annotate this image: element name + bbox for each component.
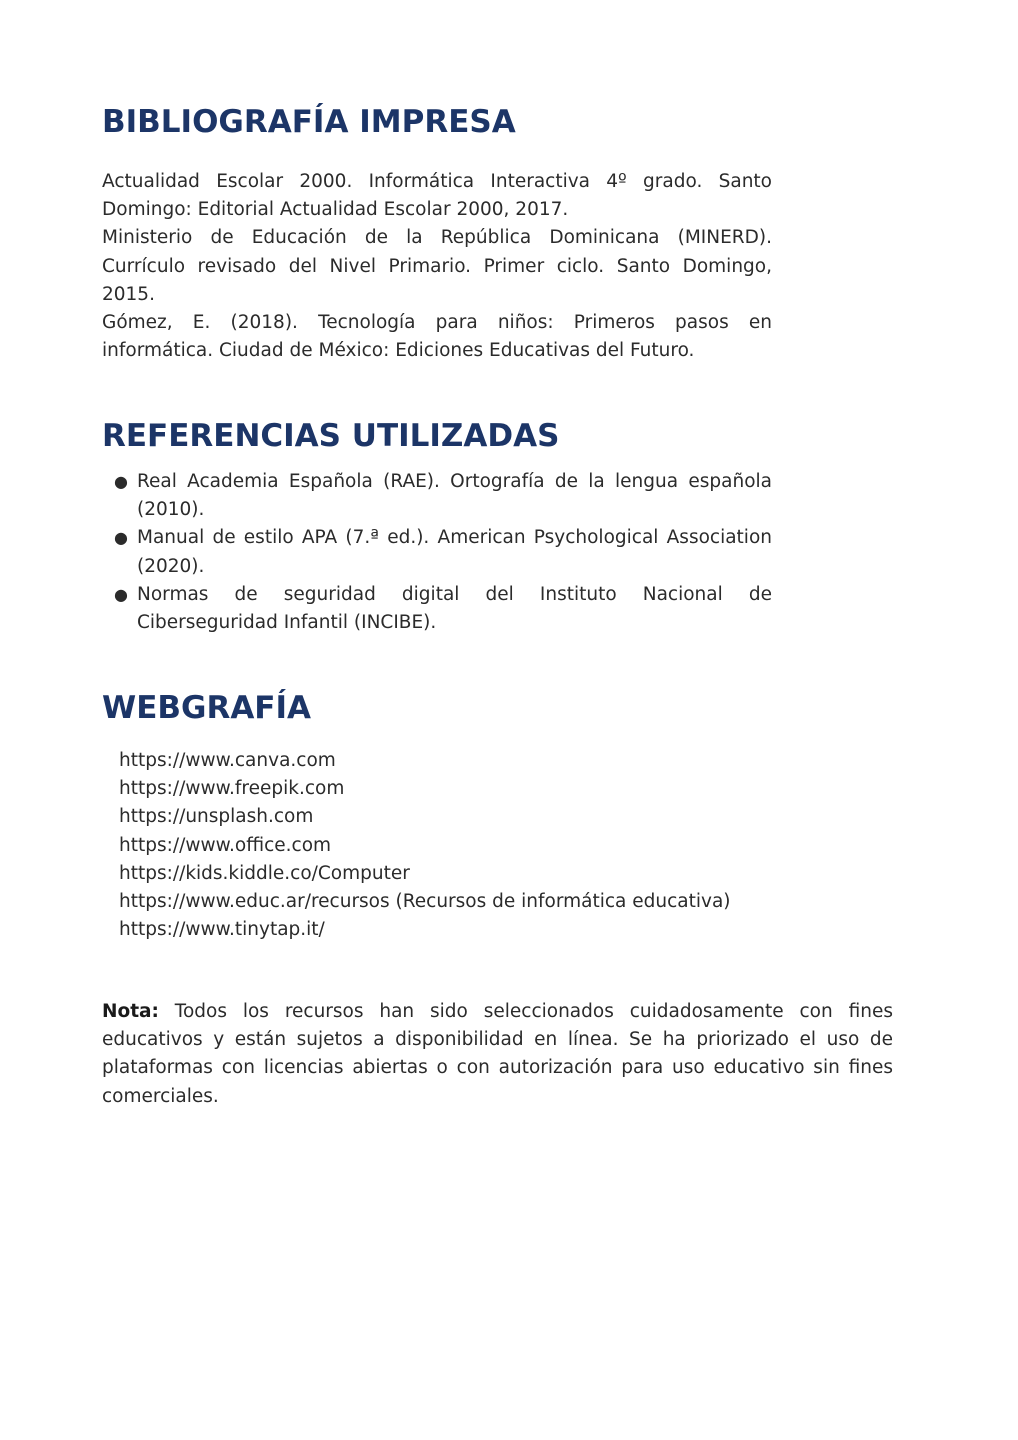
webgrafia-link[interactable]: https://www.canva.com [119, 750, 336, 771]
webgrafia-heading: WEBGRAFÍA [102, 690, 312, 726]
bibliografia-heading: BIBLIOGRAFÍA IMPRESA [102, 104, 516, 140]
bibliografia-list [102, 168, 772, 365]
webgrafia-list [119, 747, 731, 944]
bibliografia-entry: Actualidad Escolar 2000. Informática Interactiva 4º grado. Santo Domingo: Editorial Actualidad Escolar 2000, 2017. [102, 171, 772, 221]
nota-paragraph [102, 998, 893, 1111]
webgrafia-link[interactable]: https://kids.kiddle.co/Computer [119, 862, 410, 884]
nota-text: Todos los recursos han sido seleccionados cuidadosamente con fines educativos y están sujetos a disponibilidad en línea. Se ha priorizado el uso de plataformas con licencias abiertas o con autorización para uso educativo sin fines comerciales. [102, 1001, 893, 1107]
referencia-item: ● Manual de estilo APA (7.ª ed.). American Psychological Association (2020). [102, 524, 772, 580]
webgrafia-link[interactable]: https://unsplash.com [119, 806, 314, 828]
bibliografia-entry: Gómez, E. (2018). Tecnología para niños: Primeros pasos en informática. Ciudad de México: Ediciones Educativas del Futuro. [102, 312, 772, 362]
referencia-item: ● Real Academia Española (RAE). Ortografía de la lengua española (2010). [102, 468, 772, 524]
bullet-icon: ● [114, 584, 128, 604]
referencias-heading: REFERENCIAS UTILIZADAS [102, 418, 560, 454]
webgrafia-link[interactable]: https://www.tinytap.it/ [119, 919, 325, 941]
webgrafia-link[interactable]: https://www.educ.ar/recursos (Recursos de informática educativa) [119, 891, 731, 913]
referencias-list [102, 468, 772, 637]
bullet-icon: ● [114, 472, 128, 491]
bullet-icon: ● [114, 528, 128, 548]
webgrafia-link[interactable]: https://www.office.com [119, 834, 332, 856]
webgrafia-link[interactable]: https://www.freepik.com [119, 778, 345, 800]
referencia-item: ● Normas de seguridad digital del Instituto Nacional de Ciberseguridad Infantil (INCIBE). [102, 581, 772, 637]
bibliografia-entry: Ministerio de Educación de la República Dominicana (MINERD). Currículo revisado del Nivel Primario. Primer ciclo. Santo Domingo, 2015. [102, 227, 772, 305]
nota-label: Nota: [102, 1001, 159, 1022]
